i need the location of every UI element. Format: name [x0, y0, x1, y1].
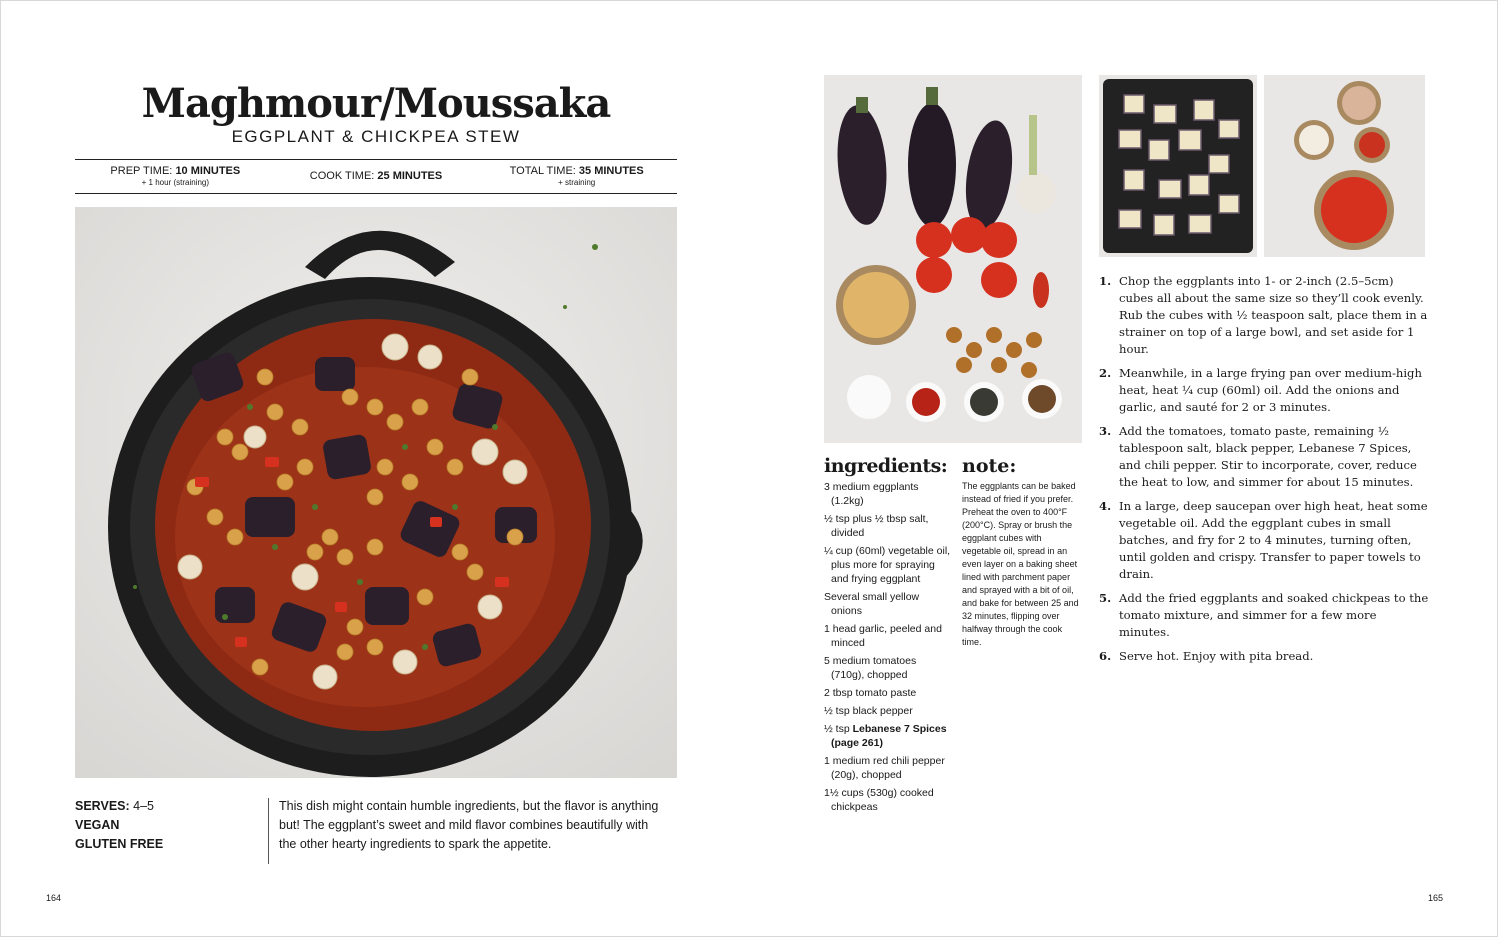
- step-text: Chop the eggplants into 1- or 2-inch (2.5–5cm) cubes all about the same size so they’ll cook evenly. Rub the cubes with ½ teaspoon salt, place them in a strainer on top of a large bowl, and set aside for 1 hour.: [1119, 274, 1428, 356]
- ingredients-list: [824, 480, 952, 818]
- step-item: [1099, 273, 1429, 358]
- step-number: 6.: [1099, 649, 1112, 663]
- ingredients-photo: [824, 75, 1082, 443]
- ingredient-item: ½ tsp black pepper: [824, 705, 913, 717]
- prep-time-value: 10 MINUTES: [175, 165, 241, 177]
- intro-text: This dish might contain humble ingredients, but the flavor is anything but! The eggplant’s sweet and mild flavor combines beautifully with the other hearty ingredients to spark the appetite.: [279, 799, 659, 851]
- step-text: Add the tomatoes, tomato paste, remaining ½ tablespoon salt, black pepper, Lebanese 7 Spices, and chili pepper. Stir to incorporate, cover, reduce the heat to low, and simmer for about 15 minutes.: [1119, 424, 1417, 489]
- ingredient-item-spices: [824, 722, 952, 750]
- recipe-subtitle: EGGPLANT & CHICKPEA STEW: [231, 127, 521, 146]
- step-number: 3.: [1099, 424, 1112, 438]
- ingredient-item: 1½ cups (530g) cooked chickpeas: [824, 787, 934, 813]
- serves-value: 4–5: [133, 799, 154, 813]
- total-time-note: + straining: [558, 178, 596, 187]
- gluten-free-tag: GLUTEN FREE: [75, 837, 164, 851]
- step-number: 5.: [1099, 591, 1112, 605]
- step-text: Serve hot. Enjoy with pita bread.: [1119, 649, 1314, 663]
- step-text: Add the fried eggplants and soaked chickpeas to the tomato mixture, and simmer for a few more minutes.: [1119, 591, 1429, 639]
- step-item: [1099, 590, 1429, 641]
- dish-photo: [75, 207, 677, 778]
- ingredient-item: 1 medium red chili pepper (20g), chopped: [824, 755, 945, 781]
- skillet-illustration: [75, 207, 677, 778]
- ingredient-amount: ½ tsp: [824, 723, 853, 735]
- note-text: The eggplants can be baked instead of fried if you prefer. Preheat the oven to 400°F (200°C). Spray or brush the eggplant cubes with vegetable oil, spread in an even layer on a baking sheet lined with parchment paper and sprayed with a bit of oil, and bake for between 25 and 32 minutes, flipping over halfway through the cook time.: [962, 481, 1079, 647]
- cook-time-label: COOK TIME:: [309, 170, 378, 182]
- step-item: [1099, 423, 1429, 491]
- prep-time-label: PREP TIME:: [110, 165, 176, 177]
- serving-info: [75, 797, 163, 854]
- page-number-right: 165: [1428, 893, 1444, 903]
- step-text: Meanwhile, in a large frying pan over medium-high heat, heat ¼ cup (60ml) oil. Add the onions and garlic, and sauté for 2 or 3 minutes.: [1119, 366, 1422, 414]
- cook-time: [276, 160, 477, 193]
- ingredient-item: 5 medium tomatoes (710g), chopped: [824, 655, 917, 681]
- step-number: 2.: [1099, 366, 1112, 380]
- cook-time-value: 25 MINUTES: [377, 170, 443, 182]
- prep-bowls-photo: [1264, 75, 1425, 257]
- eggplant-tray-illustration: [1099, 75, 1257, 257]
- step-item: [1099, 648, 1429, 665]
- page-number-left: 164: [46, 893, 62, 903]
- prep-bowls-illustration: [1264, 75, 1425, 257]
- total-time-value: 35 MINUTES: [578, 165, 644, 177]
- step-item: [1099, 498, 1429, 583]
- ingredient-item: ½ tsp plus ½ tbsp salt, divided: [824, 513, 929, 539]
- eggplant-cubes-photo: [1099, 75, 1257, 257]
- prep-time: [75, 160, 276, 193]
- ingredient-item: ¼ cup (60ml) vegetable oil, plus more for spraying and frying eggplant: [824, 545, 951, 585]
- step-text: In a large, deep saucepan over high heat, heat some vegetable oil. Add the eggplant cubes in small batches, and fry for 2 to 4 minutes, turning often, until golden and crispy. Transfer to paper towels to drain.: [1119, 499, 1428, 581]
- total-time-label: TOTAL TIME:: [509, 165, 579, 177]
- total-time: [476, 160, 677, 193]
- vegan-tag: VEGAN: [75, 818, 120, 832]
- ingredient-item: Several small yellow onions: [824, 591, 920, 617]
- method-steps: [1099, 273, 1429, 672]
- ingredients-heading: ingredients:: [824, 455, 948, 477]
- ingredients-illustration: [824, 75, 1082, 443]
- ingredient-item: 2 tbsp tomato paste: [824, 687, 917, 699]
- time-bar: [75, 159, 677, 194]
- recipe-title: Maghmour/Moussaka: [141, 80, 611, 127]
- spice-reference-link[interactable]: Lebanese 7 Spices (page 261): [831, 723, 947, 749]
- divider: [268, 798, 269, 864]
- ingredient-item: 3 medium eggplants (1.2kg): [824, 481, 919, 507]
- step-item: [1099, 365, 1429, 416]
- step-number: 4.: [1099, 499, 1112, 513]
- prep-time-note: + 1 hour (straining): [141, 178, 210, 187]
- step-number: 1.: [1099, 274, 1112, 288]
- ingredient-item: 1 head garlic, peeled and minced: [824, 623, 942, 649]
- serves-label: SERVES:: [75, 799, 134, 813]
- note-heading: note:: [962, 455, 1017, 477]
